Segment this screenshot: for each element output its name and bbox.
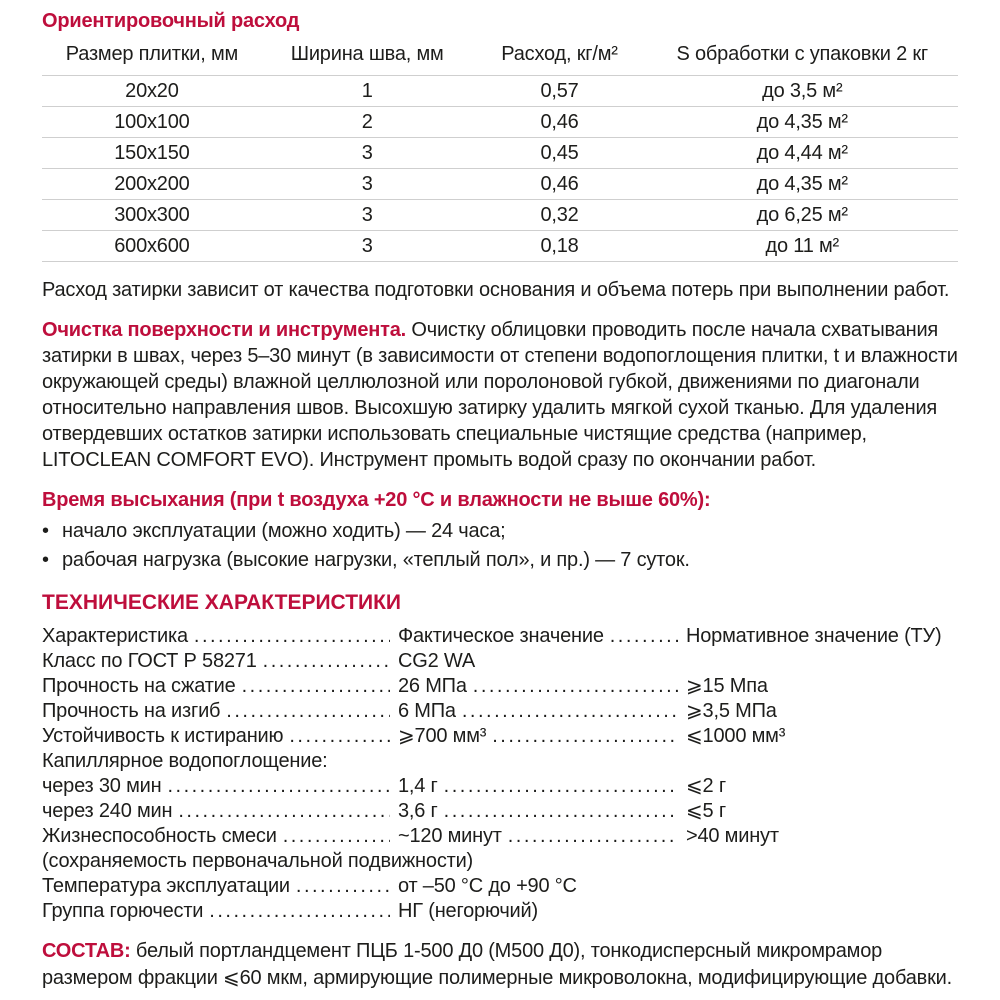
spec-norm: ⩽1000 мм³ <box>686 725 786 747</box>
cell-joint-width: 3 <box>262 231 473 262</box>
dot-leader <box>289 724 390 749</box>
dot-leader <box>296 874 390 899</box>
table-row <box>42 200 958 231</box>
spec-row <box>42 824 958 849</box>
dot-leader <box>194 624 390 649</box>
spec-row <box>42 724 958 749</box>
table-row <box>42 76 958 107</box>
spec-row <box>42 699 958 724</box>
cleaning-text: Очистку облицовки проводить после начала схватывания затирки в швах, через 5–30 минут (в зависимости от степени водопоглощения плитки, t и влажности окружающей среды) влажной целлюлозной или поролоновой губкой, движениями по диагонали относительно направления швов. Высохшую затирку удалить мягкой сухой тканью. Для удаления отвердевших остатков затирки использовать специальные чистящие средства (например, LITOCLEAN COMFORT EVO). Инструмент промыть водой сразу по окончании работ. <box>42 319 958 471</box>
list-item-text: рабочая нагрузка (высокие нагрузки, «теплый пол», и пр.) — 7 суток. <box>62 549 690 571</box>
dot-leader <box>242 674 390 699</box>
table-row <box>42 231 958 262</box>
spec-fact: от –50 °C до +90 °C <box>398 875 577 897</box>
col-header-joint-width: Ширина шва, мм <box>262 43 473 76</box>
spec-row <box>42 674 958 699</box>
cell-consumption: 0,45 <box>473 138 647 169</box>
spec-fact: ~120 минут ..... <box>398 824 686 849</box>
spec-norm: ⩾3,5 МПа <box>686 700 777 722</box>
dot-leader <box>462 699 678 724</box>
cell-joint-width: 3 <box>262 138 473 169</box>
composition-lead: СОСТАВ: <box>42 940 131 962</box>
cell-coverage: до 11 м² <box>647 231 958 262</box>
spec-norm: ⩽2 г <box>686 775 726 797</box>
spec-name: Класс по ГОСТ Р 58271 ..... <box>42 649 398 674</box>
cell-coverage: до 4,35 м² <box>647 169 958 200</box>
cell-tile-size: 20x20 <box>42 76 262 107</box>
cell-coverage: до 4,35 м² <box>647 107 958 138</box>
cell-joint-width: 2 <box>262 107 473 138</box>
spec-name: Жизнеспособность смеси ..... <box>42 824 398 849</box>
spec-name: Капиллярное водопоглощение: <box>42 750 328 772</box>
cell-tile-size: 150x150 <box>42 138 262 169</box>
spec-norm <box>327 749 958 774</box>
cell-tile-size: 200x200 <box>42 169 262 200</box>
bullet-icon: • <box>42 520 49 542</box>
specs-section-title: ТЕХНИЧЕСКИЕ ХАРАКТЕРИСТИКИ <box>42 591 402 614</box>
spec-norm <box>577 874 958 899</box>
spec-row <box>42 799 958 824</box>
spec-row <box>42 749 958 774</box>
spec-fact: 6 МПа ..... <box>398 699 686 724</box>
dot-leader <box>473 674 678 699</box>
spec-norm: >40 минут <box>686 825 779 847</box>
spec-row <box>42 899 958 924</box>
dot-leader <box>508 824 678 849</box>
col-header-tile-size: Размер плитки, мм <box>42 43 262 76</box>
cell-tile-size: 100x100 <box>42 107 262 138</box>
list-item-text: начало эксплуатации (можно ходить) — 24 часа; <box>62 520 506 542</box>
cell-coverage: до 4,44 м² <box>647 138 958 169</box>
table-row <box>42 107 958 138</box>
cleaning-paragraph <box>42 317 958 473</box>
cell-joint-width: 3 <box>262 200 473 231</box>
spec-row <box>42 624 958 649</box>
list-item <box>42 546 958 575</box>
dot-leader <box>167 774 390 799</box>
dot-leader <box>444 799 678 824</box>
spec-norm: Нормативное значение (ТУ) <box>686 625 942 647</box>
dot-leader <box>492 724 678 749</box>
spec-name: Прочность на сжатие ..... <box>42 674 398 699</box>
cell-consumption: 0,18 <box>473 231 647 262</box>
spec-row <box>42 649 958 674</box>
table-row <box>42 138 958 169</box>
spec-name: Температура эксплуатации ..... <box>42 874 398 899</box>
spec-name: Устойчивость к истиранию ..... <box>42 724 398 749</box>
spec-fact: ⩾700 мм³ ..... <box>398 724 686 749</box>
table-row <box>42 169 958 200</box>
cell-tile-size: 600x600 <box>42 231 262 262</box>
cell-consumption: 0,46 <box>473 107 647 138</box>
spec-fact: 3,6 г ..... <box>398 799 686 824</box>
spec-norm <box>475 649 958 674</box>
consumption-section-title: Ориентировочный расход <box>42 10 300 32</box>
spec-name: Характеристика ..... <box>42 624 398 649</box>
consumption-note: Расход затирки зависит от качества подготовки основания и объема потерь при выполнении работ. <box>42 279 950 301</box>
dot-leader <box>209 899 390 924</box>
cell-joint-width: 3 <box>262 169 473 200</box>
cleaning-lead: Очистка поверхности и инструмента. <box>42 319 407 341</box>
dot-leader <box>226 699 390 724</box>
cell-coverage: до 6,25 м² <box>647 200 958 231</box>
spec-fact: 1,4 г ..... <box>398 774 686 799</box>
spec-fact: НГ (негорючий) <box>398 900 538 922</box>
spec-row <box>42 774 958 799</box>
list-item <box>42 517 958 546</box>
cell-coverage: до 3,5 м² <box>647 76 958 107</box>
drying-title: Время высыхания (при t воздуха +20 °C и влажности не выше 60%): <box>42 489 711 511</box>
cell-joint-width: 1 <box>262 76 473 107</box>
dot-leader <box>610 624 678 649</box>
spec-name: Прочность на изгиб ..... <box>42 699 398 724</box>
col-header-coverage: S обработки с упаковки 2 кг <box>647 43 958 76</box>
spec-name: Группа горючести ..... <box>42 899 398 924</box>
spec-norm: ⩾15 Мпа <box>686 675 768 697</box>
dot-leader <box>178 799 390 824</box>
spec-fact: Фактическое значение ..... <box>398 624 686 649</box>
dot-leader <box>444 774 678 799</box>
col-header-consumption: Расход, кг/м² <box>473 43 647 76</box>
composition-text: белый портландцемент ПЦБ 1-500 Д0 (М500 Д0), тонкодисперсный микромрамор размером фракции ⩽60 мкм, армирующие полимерные микроволокна, модифицирующие добавки. <box>42 940 952 989</box>
cell-consumption: 0,46 <box>473 169 647 200</box>
dot-leader <box>283 824 390 849</box>
spec-norm: ⩽5 г <box>686 800 726 822</box>
cell-tile-size: 300x300 <box>42 200 262 231</box>
cell-consumption: 0,57 <box>473 76 647 107</box>
spec-norm <box>473 849 958 874</box>
cell-consumption: 0,32 <box>473 200 647 231</box>
spec-name: (сохраняемость первоначальной подвижности) <box>42 850 474 872</box>
spec-name: через 240 мин ..... <box>42 799 398 824</box>
table-header-row <box>42 43 958 76</box>
composition-paragraph <box>42 938 958 992</box>
consumption-table <box>42 43 958 262</box>
dot-leader <box>263 649 390 674</box>
spec-norm <box>538 899 958 924</box>
spec-row <box>42 874 958 899</box>
bullet-icon: • <box>42 549 49 571</box>
specs-list <box>42 624 958 924</box>
spec-fact: 26 МПа ..... <box>398 674 686 699</box>
spec-fact: CG2 WA <box>398 650 475 672</box>
spec-row <box>42 849 958 874</box>
drying-list <box>42 517 958 575</box>
spec-name: через 30 мин ..... <box>42 774 398 799</box>
